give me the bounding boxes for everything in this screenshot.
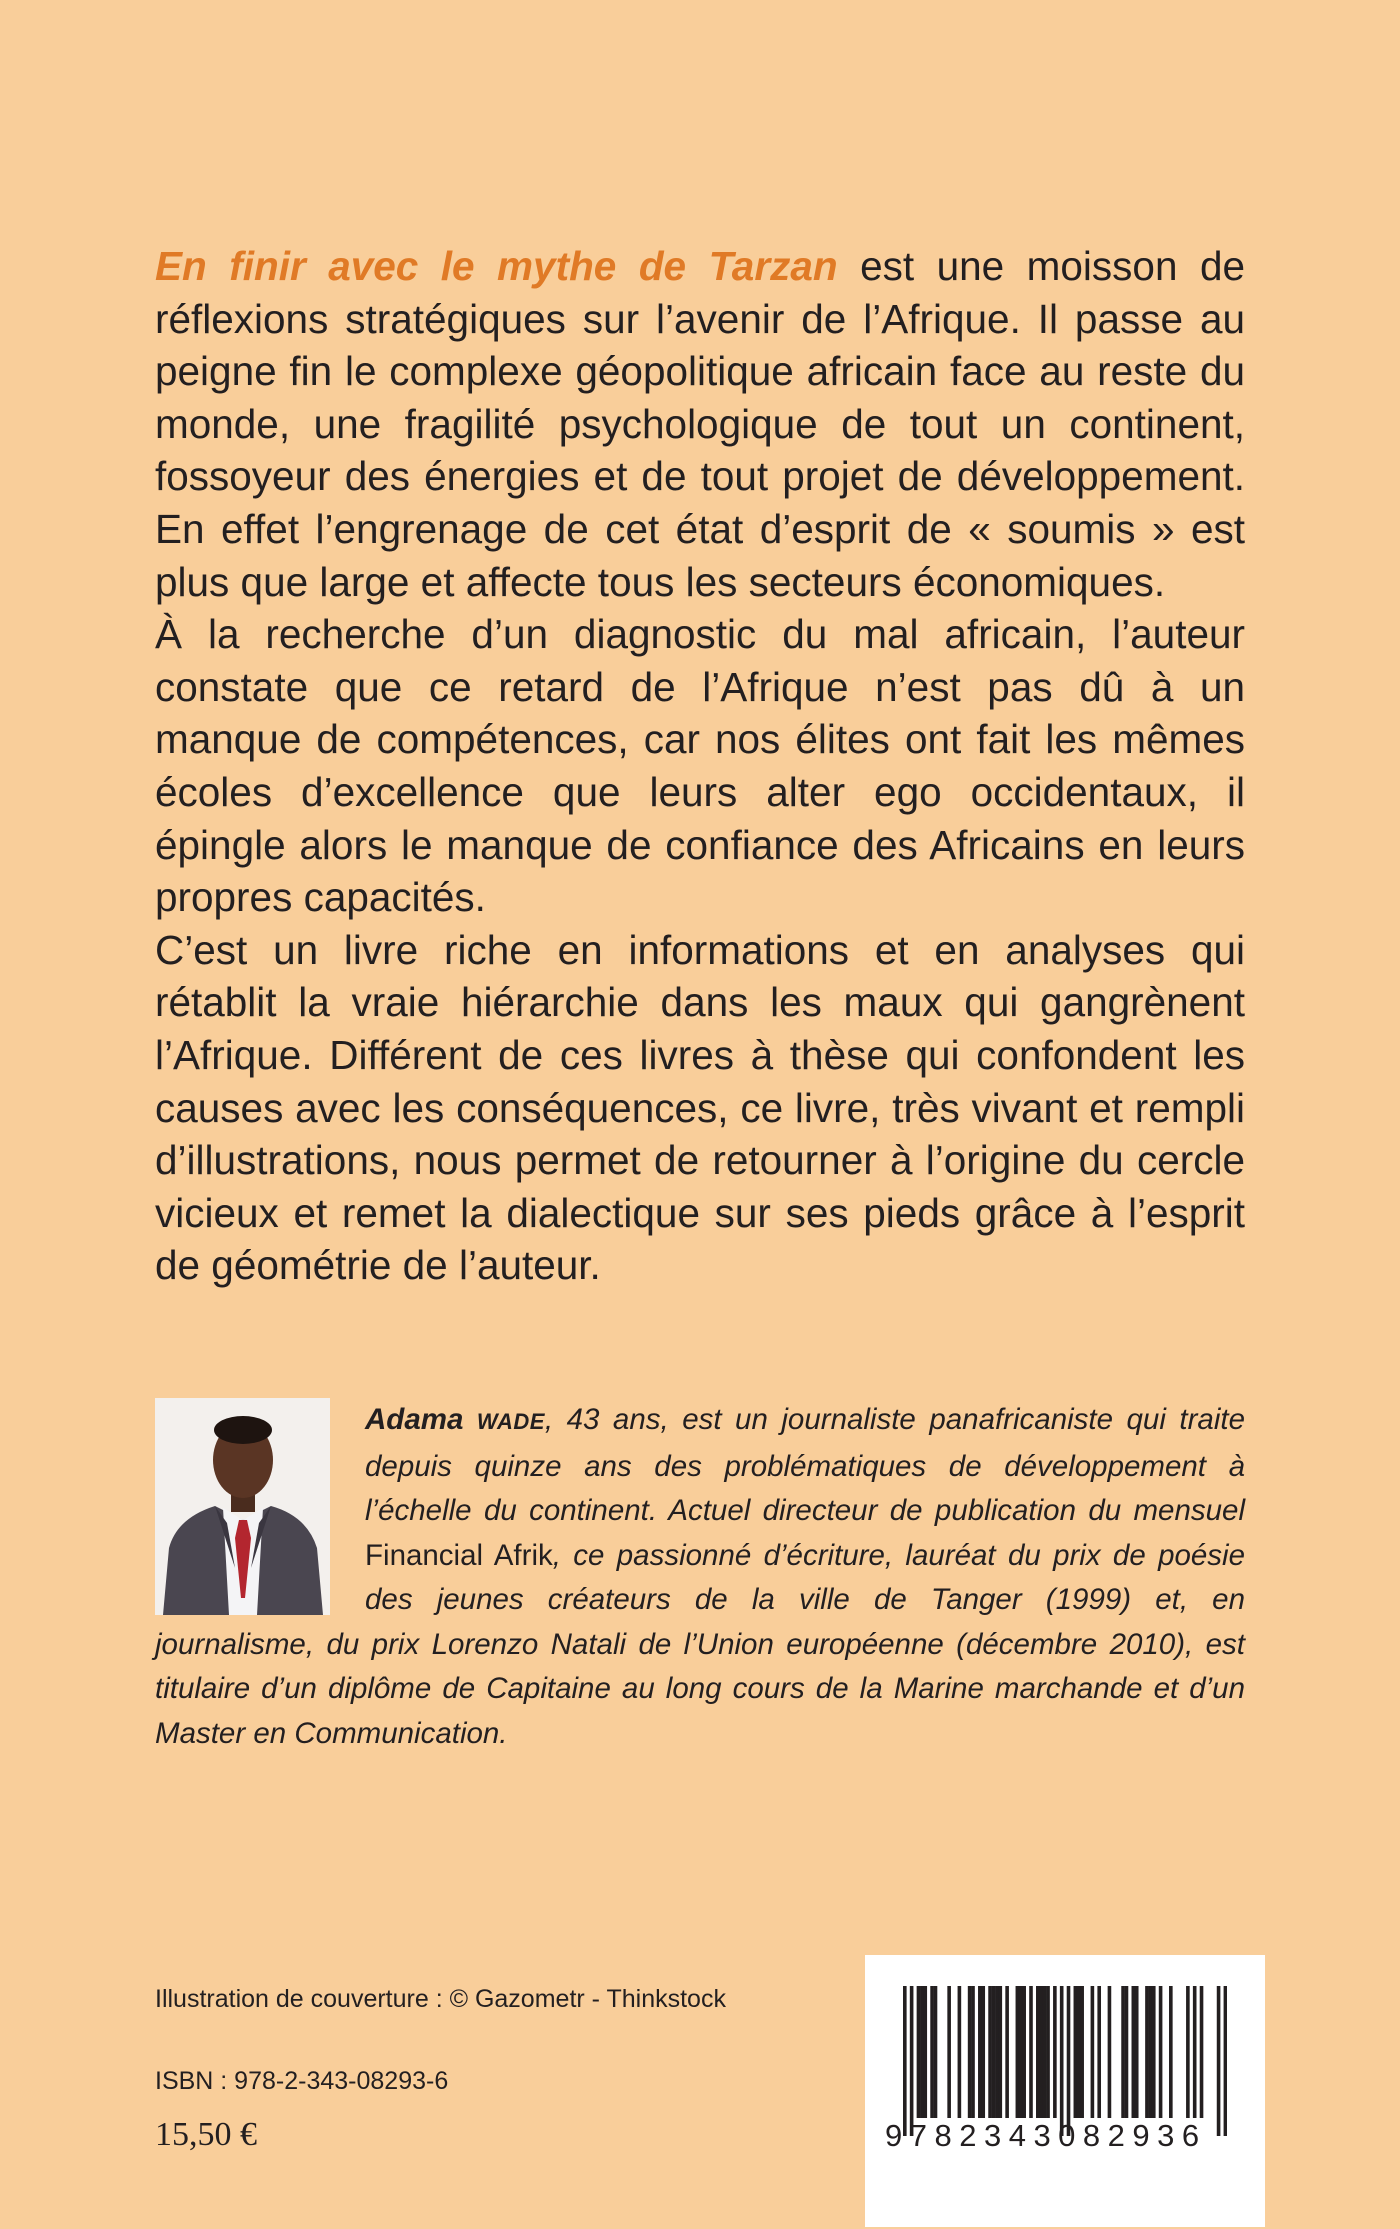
barcode-bar <box>1074 1986 1078 2118</box>
barcode-bar <box>1224 1986 1227 2136</box>
blurb-paragraph-1 <box>155 240 1245 608</box>
author-bio <box>155 1398 1245 1756</box>
barcode-bar <box>1108 1986 1112 2118</box>
barcode-bar <box>923 1986 927 2118</box>
barcode-bar <box>995 1986 999 2118</box>
barcode-bar <box>988 1986 992 2118</box>
author-first-name: Adama <box>365 1403 477 1436</box>
barcode-bars <box>903 1986 1227 2136</box>
barcode-bar <box>1053 1986 1057 2118</box>
barcode-bar <box>1039 1986 1043 2118</box>
bio-text-1: , 43 ans, est un journaliste panafricaniste qui traite depuis quinze ans des problématiques de développement à l’échelle du continent. Actuel directeur de publication du mensuel <box>365 1403 1245 1527</box>
barcode-bar <box>1149 1986 1153 2118</box>
barcode-bar <box>1036 1986 1040 2118</box>
barcode-bar <box>1043 1986 1047 2118</box>
barcode-bar <box>1022 1986 1026 2118</box>
barcode-bar <box>903 1986 907 2136</box>
author-last-name: WADE <box>476 1409 545 1434</box>
barcode-bar <box>910 1986 914 2136</box>
barcode-bar <box>958 1986 962 2118</box>
barcode-bar <box>1019 1986 1023 2118</box>
barcode-bar <box>1152 1986 1156 2118</box>
book-title: En finir avec le mythe de Tarzan <box>155 243 838 289</box>
barcode-bar <box>992 1986 996 2118</box>
barcode-bar <box>1169 1986 1173 2118</box>
bio-text-2: , ce passionné d’écriture, lauréat du prix de poésie des jeunes créateurs de la ville de Tanger (1999) et, en journalisme, du prix Lorenzo Natali de l’Union européenne (décembre 2010), est titulaire d’un diplôme de Capitaine au long cours de la Marine marchande et d’un Master en Communication. <box>155 1538 1245 1750</box>
barcode-bar <box>917 1986 921 2118</box>
barcode-bar <box>978 1986 982 2118</box>
blurb-paragraph-1-text: est une moisson de réflexions stratégiques sur l’avenir de l’Afrique. Il passe au peigne fin le complexe géopolitique africain face au reste du monde, une fragilité psychologique de tout un continent, fossoyeur des énergies et de tout projet de développement. En effet l’engrenage de cet état d’esprit de « soumis » est plus que large et affecte tous les secteurs économiques. <box>155 243 1245 605</box>
barcode-bar <box>1193 1986 1197 2118</box>
barcode-bar <box>1080 1986 1084 2118</box>
barcode-bar <box>971 1986 975 2118</box>
barcode-bar <box>947 1986 951 2118</box>
back-cover-blurb <box>155 240 1245 1292</box>
barcode-bar <box>1159 1986 1163 2118</box>
barcode-bar <box>1060 1986 1064 2136</box>
barcode-bar <box>1029 1986 1033 2118</box>
barcode-bar <box>1132 1986 1136 2118</box>
cover-illustration-credit: Illustration de couverture : © Gazometr - Thinkstock <box>155 1985 726 2013</box>
isbn: ISBN : 978-2-343-08293-6 <box>155 2067 449 2095</box>
author-name <box>365 1403 545 1436</box>
barcode-bar <box>1091 1986 1095 2118</box>
barcode-bar <box>1046 1986 1050 2118</box>
barcode-bar <box>1121 1986 1125 2118</box>
barcode-bar <box>968 1986 972 2118</box>
barcode-digits: 9782343082936 <box>885 2118 1207 2153</box>
barcode-bar <box>934 1986 938 2118</box>
barcode-bar <box>1135 1986 1139 2118</box>
barcode-bar <box>1217 1986 1221 2136</box>
barcode <box>865 1955 1265 2227</box>
blurb-paragraph-3: C’est un livre riche en informations et en analyses qui rétablit la vraie hiérarchie dans les maux qui gangrènent l’Afrique. Différent de ces livres à thèse qui confondent les causes avec les conséquences, ce livre, très vivant et rempli d’illustrations, nous permet de retourner à l’origine du cercle vicieux et remet la dialectique sur ses pieds grâce à l’esprit de géométrie de l’auteur. <box>155 926 1245 1289</box>
barcode-bar <box>1016 1986 1020 2118</box>
price: 15,50 € <box>155 2116 257 2153</box>
publication-name: Financial Afrik <box>365 1538 553 1572</box>
barcode-bar <box>1125 1986 1129 2118</box>
barcode-bar <box>1005 1986 1009 2118</box>
barcode-bar <box>930 1986 934 2118</box>
blurb-paragraph-2: À la recherche d’un diagnostic du mal africain, l’auteur constate que ce retard de l’Afrique n’est pas dû à un manque de compétences, car nos élites ont fait les mêmes écoles d’excellence que leurs alter ego occidentaux, il épingle alors le manque de confiance des Africains en leurs propres capacités. <box>155 611 1245 921</box>
barcode-bar <box>1145 1986 1149 2118</box>
barcode-bar <box>1200 1986 1204 2118</box>
barcode-bar <box>1097 1986 1101 2118</box>
barcode-bar <box>1077 1986 1081 2118</box>
barcode-bar <box>920 1986 924 2118</box>
photo-spacer <box>155 1398 365 1620</box>
barcode-bar <box>981 1986 985 2118</box>
barcode-bar <box>1067 1986 1071 2136</box>
barcode-bar <box>1186 1986 1190 2118</box>
barcode-bar <box>998 1986 1002 2118</box>
